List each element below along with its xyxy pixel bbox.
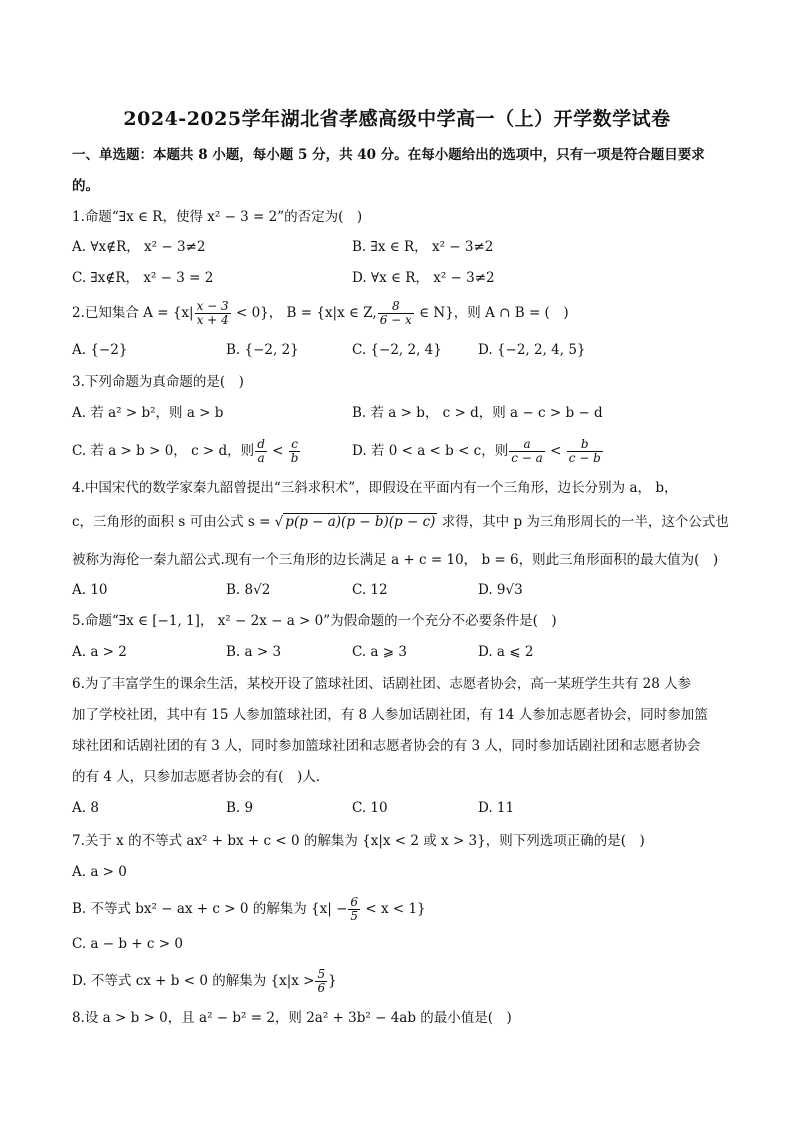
q5-option-a: A. a > 2 (72, 644, 127, 660)
q3-option-c-text: C. 若 a > b > 0， c > d，则 (72, 443, 255, 459)
q4-line-3: 被称为海伦一秦九韶公式.现有一个三角形的边长满足 a + c = 10， b = 6，则此三角形面积的最大值为( ) (72, 552, 719, 568)
q2-stem-part-2: < 0}， B = {x|x ∈ Z, (231, 305, 377, 321)
q1-stem: 1.命题“∃x ∈ R，使得 x² − 3 = 2”的否定为( ) (72, 209, 363, 225)
q2-option-d: D. {−2, 2, 4, 5} (478, 342, 586, 358)
q2-stem-part-1: 2.已知集合 A = {x| (72, 305, 194, 321)
q2-option-a: A. {−2} (72, 342, 128, 358)
q6-option-d: D. 11 (478, 800, 515, 816)
q7-d-num: 5 (317, 967, 326, 981)
q2-fraction-1-numerator: x − 3 (196, 299, 229, 313)
q3-option-c (72, 438, 301, 465)
q3-option-d-fraction-1 (509, 438, 545, 465)
q2-stem-part-3: ∈ N}，则 A ∩ B = ( ) (414, 305, 569, 321)
q3-option-b: B. 若 a > b， c > d，则 a − c > b − d (352, 405, 603, 421)
q3-c-f1-num: d (257, 437, 265, 451)
q7-b-den: 5 (350, 909, 359, 923)
q1-option-b: B. ∃x ∈ R， x² − 3≠2 (352, 239, 494, 255)
q1-option-a: A. ∀x∉R， x² − 3≠2 (72, 239, 206, 255)
q7-stem: 7.关于 x 的不等式 ax² + bx + c < 0 的解集为 {x|x < 2 或 x > 3}，则下列选项正确的是( ) (72, 833, 645, 849)
q7-option-d-text: D. 不等式 cx + b < 0 的解集为 {x|x > (72, 973, 315, 989)
q5-option-d: D. a ⩽ 2 (478, 644, 534, 660)
q4-option-d: D. 9√3 (478, 582, 523, 598)
exam-title: 2024-2025学年湖北省孝感高级中学高一（上）开学数学试卷 (123, 108, 671, 130)
q6-line-1: 6.为了丰富学生的课余生活，某校开设了篮球社团、话剧社团、志愿者协会，高一某班学生共有 28 人参 (72, 676, 692, 692)
q7-option-c: C. a − b + c > 0 (72, 936, 183, 952)
q2-option-c: C. {−2, 2, 4} (352, 342, 442, 358)
q6-line-2: 加了学校社团，其中有 15 人参加篮球社团，有 8 人参加话剧社团，有 14 人参加志愿者协会，同时参加篮 (72, 707, 708, 723)
q7-option-b-tail: < x < 1} (361, 901, 426, 917)
q7-option-b (72, 896, 426, 923)
q3-stem: 3.下列命题为真命题的是( ) (72, 374, 244, 390)
q2-fraction-1 (195, 300, 231, 327)
q4-line-2 (72, 512, 729, 532)
q2-fraction-2-denominator: 6 − x (379, 313, 412, 327)
q8-stem: 8.设 a > b > 0，且 a² − b² = 2，则 2a² + 3b² − 4ab 的最小值是( ) (72, 1010, 512, 1026)
q3-d-f2-den: c − b (568, 451, 601, 465)
q4-line-2-part-2: 求得，其中 p 为三角形周长的一半，这个公式也 (437, 514, 729, 530)
q7-option-a: A. a > 0 (72, 864, 127, 880)
q6-option-b: B. 9 (226, 800, 254, 816)
q4-option-c: C. 12 (352, 582, 388, 598)
q4-option-a: A. 10 (72, 582, 108, 598)
q7-option-b-fraction (348, 896, 360, 923)
q3-c-f1-den: a (257, 451, 265, 465)
q3-d-f1-num: a (509, 438, 545, 452)
q1-option-d: D. ∀x ∈ R， x² − 3≠2 (352, 270, 495, 286)
q4-line-2-part-1: c，三角形的面积 s 可由公式 s = √ (72, 514, 284, 530)
q4-option-b: B. 8√2 (226, 582, 271, 598)
q3-option-c-fraction-2 (289, 438, 301, 465)
q5-option-b: B. a > 3 (226, 644, 282, 660)
section-header-line-1: 一、单选题：本题共 8 小题，每小题 5 分，共 40 分。在每小题给出的选项中，只有一项是符合题目要求 (72, 147, 705, 163)
q6-line-3: 球社团和话剧社团的有 3 人，同时参加篮球社团和志愿者协会的有 3 人，同时参加话剧社团和志愿者协会 (72, 738, 701, 754)
q4-line-1: 4.中国宋代的数学家秦九韶曾提出“三斜求积术”，即假设在平面内有一个三角形，边长分别为 a， b， (72, 480, 678, 496)
q5-stem: 5.命题“∃x ∈ [−1, 1]， x² − 2x − a > 0”为假命题的一个充分不必要条件是( ) (72, 613, 557, 629)
q3-c-lt: < (267, 443, 288, 459)
q7-option-b-text: B. 不等式 bx² − ax + c > 0 的解集为 {x| − (72, 901, 348, 917)
q3-d-f1-den: c − a (511, 451, 543, 465)
q4-heron-sqrt: p(p − a)(p − b)(p − c) (285, 514, 436, 530)
q3-d-f2-num: b (567, 438, 603, 452)
q2-option-b: B. {−2, 2} (226, 342, 299, 358)
q2-fraction-1-denominator: x + 4 (196, 313, 229, 327)
q7-option-d-tail: } (328, 973, 337, 989)
q3-c-f2-num: c (289, 438, 301, 452)
q3-c-f2-den: b (290, 451, 299, 465)
q7-d-den: 6 (317, 981, 326, 995)
q3-option-a: A. 若 a² > b²，则 a > b (72, 405, 224, 421)
q2-fraction-2 (378, 300, 414, 327)
q3-option-c-fraction-1 (255, 438, 267, 465)
q2-stem (72, 300, 569, 327)
q6-line-4: 的有 4 人，只参加志愿者协会的有( )人. (72, 769, 320, 785)
q3-d-lt: < (545, 443, 566, 459)
q6-option-c: C. 10 (352, 800, 388, 816)
q1-option-c: C. ∃x∉R， x² − 3 = 2 (72, 270, 214, 286)
q6-option-a: A. 8 (72, 800, 99, 816)
q3-option-d-text: D. 若 0 < a < b < c，则 (352, 443, 509, 459)
q3-option-d (352, 438, 604, 465)
q2-fraction-2-numerator: 8 (378, 300, 414, 314)
section-header-line-2: 的。 (72, 178, 99, 194)
q3-option-d-fraction-2 (567, 438, 603, 465)
q7-option-d (72, 968, 337, 995)
q5-option-c: C. a ⩾ 3 (352, 644, 407, 660)
q7-option-d-fraction (315, 968, 327, 995)
q7-b-num: 6 (350, 895, 359, 909)
